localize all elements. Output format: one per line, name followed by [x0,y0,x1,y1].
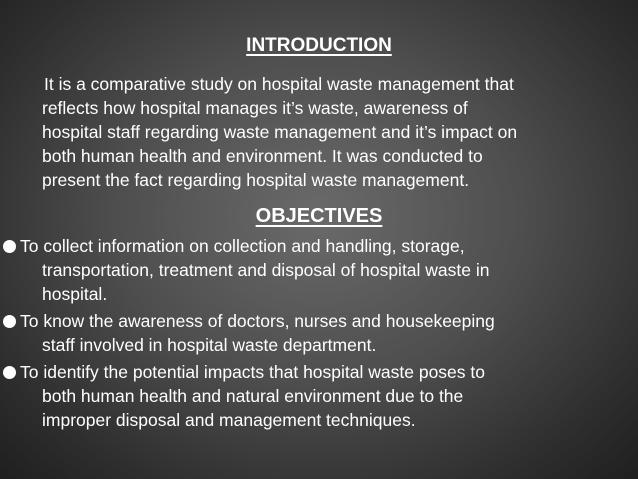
objectives-list [0,234,638,435]
objective-line: staff involved in hospital waste department. [42,335,377,355]
objective-line: hospital. [42,284,108,304]
objective-line: transportation, treatment and disposal of hospital waste in [42,260,490,280]
objective-item [0,234,638,306]
intro-line: present the fact regarding hospital waste management. [42,170,470,190]
bullet-icon [3,240,16,253]
objective-line: To know the awareness of doctors, nurses and housekeeping [20,311,495,331]
objective-line: To collect information on collection and handling, storage, [20,236,465,256]
introduction-paragraph [42,72,632,192]
bullet-icon [3,366,16,379]
objectives-heading: OBJECTIVES [255,205,383,227]
objective-line: To identify the potential impacts that hospital waste poses to [20,362,485,382]
objective-line: both human health and natural environment due to the [42,386,464,406]
introduction-heading: INTRODUCTION [246,35,392,56]
intro-line: It is a comparative study on hospital waste management that [44,74,514,94]
intro-line: hospital staff regarding waste management and it’s impact on [42,122,518,142]
intro-line: reflects how hospital manages it’s waste, awareness of [42,98,468,118]
intro-line: both human health and environment. It was conducted to [42,146,483,166]
objective-item [0,360,638,432]
bullet-icon [3,315,16,328]
objective-item [0,309,638,357]
objective-line: improper disposal and management techniques. [42,410,416,430]
